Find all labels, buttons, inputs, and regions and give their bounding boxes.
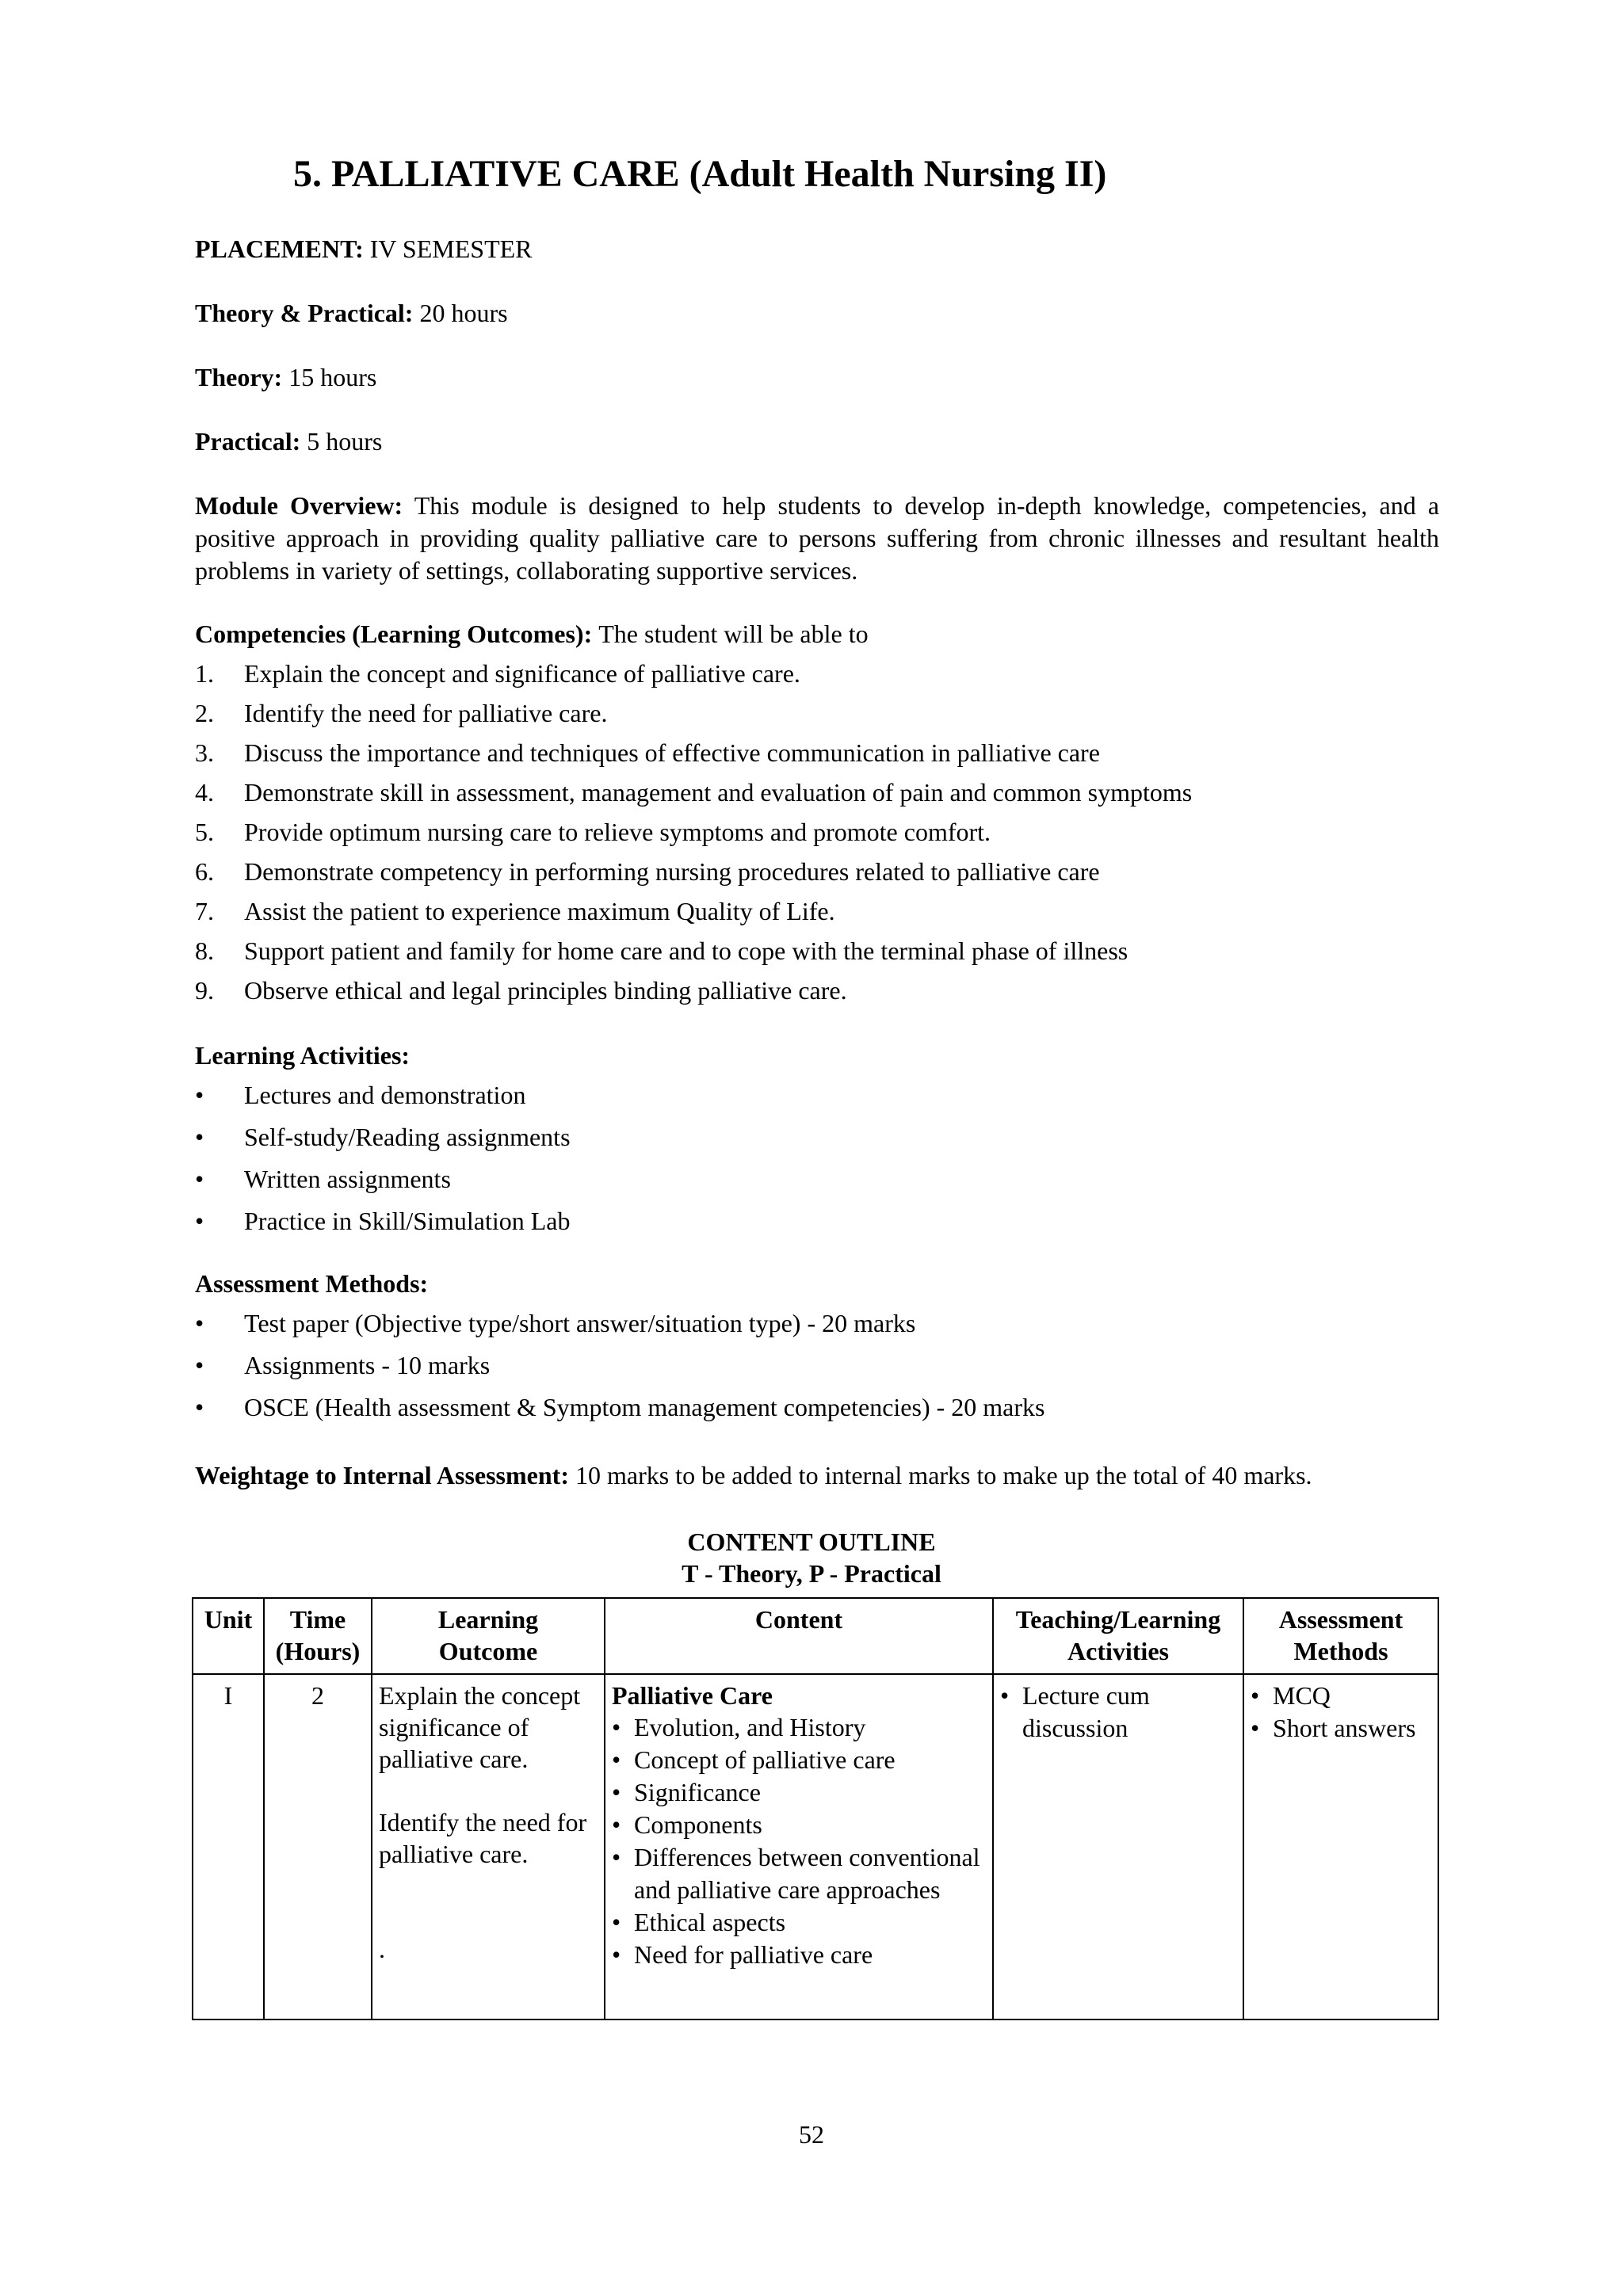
outcome-text: .: [379, 1935, 385, 1963]
column-header-content: Content: [605, 1598, 993, 1674]
weightage-label: Weightage to Internal Assessment:: [195, 1461, 569, 1489]
list-item: • Written assignments: [195, 1165, 451, 1193]
competencies-list: [195, 658, 1192, 1014]
weightage-field: [195, 1459, 1312, 1491]
content-outline-table: [192, 1597, 1439, 2020]
theory-value: 15 hours: [288, 363, 377, 391]
content-outline-subtitle: T - Theory, P - Practical: [682, 1559, 941, 1588]
theory-practical-value: 20 hours: [419, 299, 508, 327]
learning-activities-heading: Learning Activities:: [195, 1041, 411, 1070]
column-header-time: Time (Hours): [264, 1598, 372, 1674]
bullet-icon: •: [195, 1393, 204, 1421]
assessment-methods-heading: Assessment Methods:: [195, 1269, 429, 1298]
learning-activities-list: [195, 1079, 571, 1247]
column-header-unit: Unit: [193, 1598, 264, 1674]
practical-label: Practical:: [195, 427, 301, 456]
cell-assessment-methods: [1243, 1674, 1438, 2019]
column-header-learning-outcome: Learning Outcome: [372, 1598, 605, 1674]
bullet-icon: •: [195, 1351, 204, 1379]
placement-value: IV SEMESTER: [369, 235, 533, 263]
module-overview: [195, 490, 1439, 587]
list-item: • Concept of palliative care: [612, 1744, 986, 1776]
table-row: [193, 1674, 1438, 2019]
cell-learning-outcome: [372, 1674, 605, 2019]
list-item: 5. Provide optimum nursing care to relieve symptoms and promote comfort.: [195, 818, 991, 846]
list-item: 2. Identify the need for palliative care.: [195, 699, 608, 727]
page-number: 52: [799, 2120, 824, 2149]
list-item: • Self-study/Reading assignments: [195, 1123, 571, 1151]
page-title: 5. PALLIATIVE CARE (Adult Health Nursing II): [293, 153, 1107, 195]
outcome-text: Identify the need for palliative care.: [379, 1808, 587, 1868]
list-item: 9. Observe ethical and legal principles binding palliative care.: [195, 976, 847, 1005]
list-item: • MCQ: [1251, 1680, 1431, 1712]
list-item: 7. Assist the patient to experience maximum Quality of Life.: [195, 897, 835, 925]
list-item: 3. Discuss the importance and techniques of effective communication in palliative care: [195, 738, 1100, 767]
module-overview-text: This module is designed to help students to develop in-depth knowledge, competencies, and a positive approach in providing quality palliative care to persons suffering from chronic illnesses and resultant health problems in variety of settings, collaborating supportive services.: [195, 491, 1440, 585]
bullet-icon: •: [195, 1309, 204, 1337]
outcome-text: Explain the concept significance of palliative care.: [379, 1681, 581, 1773]
list-item: • Evolution, and History: [612, 1711, 986, 1744]
cell-content: [605, 1674, 993, 2019]
list-item: 8. Support patient and family for home care and to cope with the terminal phase of illness: [195, 936, 1128, 965]
cell-unit: I: [193, 1674, 264, 2019]
list-item: • Differences between conventional and palliative care approaches: [612, 1841, 986, 1906]
content-outline-title: CONTENT OUTLINE: [687, 1527, 936, 1556]
competencies-label: Competencies (Learning Outcomes):: [195, 620, 593, 648]
list-item: • Significance: [612, 1776, 986, 1809]
list-item: • Assignments - 10 marks: [195, 1351, 491, 1379]
theory-practical-label: Theory & Practical:: [195, 299, 414, 327]
list-item: • Short answers: [1251, 1712, 1431, 1745]
table-header-row: [193, 1598, 1438, 1674]
cell-time: 2: [264, 1674, 372, 2019]
assessment-methods-list: [195, 1307, 1044, 1433]
bullet-icon: •: [195, 1081, 204, 1109]
list-item: • Components: [612, 1809, 986, 1841]
bullet-icon: •: [195, 1207, 204, 1235]
list-item: 1. Explain the concept and significance of palliative care.: [195, 659, 800, 688]
list-item: • Practice in Skill/Simulation Lab: [195, 1207, 571, 1235]
list-item: • Need for palliative care: [612, 1939, 986, 1971]
theory-label: Theory:: [195, 363, 283, 391]
bullet-icon: •: [195, 1123, 204, 1151]
list-item: • Test paper (Objective type/short answer/situation type) - 20 marks: [195, 1309, 916, 1337]
bullet-icon: •: [195, 1165, 204, 1193]
theory-field: [195, 361, 376, 393]
competencies-heading: [195, 618, 869, 650]
module-overview-label: Module Overview:: [195, 491, 403, 520]
assessment-list: [1251, 1680, 1431, 1745]
list-item: 6. Demonstrate competency in performing nursing procedures related to palliative care: [195, 857, 1100, 886]
weightage-text: 10 marks to be added to internal marks to make up the total of 40 marks.: [575, 1461, 1312, 1489]
list-item: • Ethical aspects: [612, 1906, 986, 1939]
list-item: • Lecture cum discussion: [1000, 1680, 1236, 1745]
column-header-assessment-methods: Assessment Methods: [1243, 1598, 1438, 1674]
practical-value: 5 hours: [307, 427, 383, 456]
list-item: • OSCE (Health assessment & Symptom management competencies) - 20 marks: [195, 1393, 1045, 1421]
competencies-intro: The student will be able to: [598, 620, 869, 648]
list-item: 4. Demonstrate skill in assessment, management and evaluation of pain and common symptoms: [195, 778, 1193, 807]
content-heading: Palliative Care: [612, 1681, 773, 1710]
content-list: [612, 1711, 986, 1971]
column-header-teaching-activities: Teaching/Learning Activities: [993, 1598, 1243, 1674]
placement-label: PLACEMENT:: [195, 235, 364, 263]
cell-teaching-activities: [993, 1674, 1243, 2019]
placement-field: [195, 233, 533, 265]
list-item: • Lectures and demonstration: [195, 1081, 526, 1109]
practical-field: [195, 425, 382, 457]
theory-practical-field: [195, 297, 508, 329]
teaching-list: [1000, 1680, 1236, 1745]
